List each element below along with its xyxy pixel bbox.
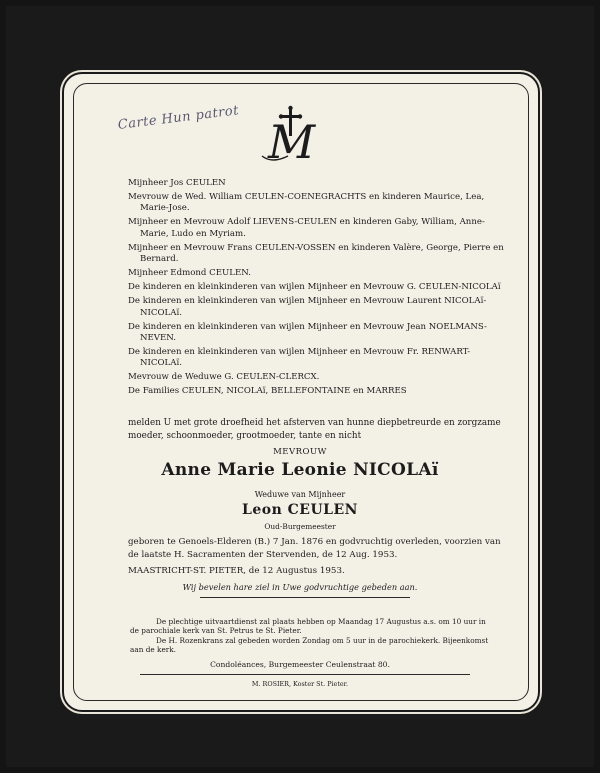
family-line: De kinderen en kleinkinderen van wijlen Mijnheer en Mevrouw G. CEULEN-NICOLAï [128, 282, 501, 293]
handwritten-note: Carte Hun patrot [117, 103, 240, 133]
family-line: Mijnheer en Mevrouw Adolf LIEVENS-CEULEN en kinderen Gaby, William, Anne-Marie, Ludo en Myriam. [128, 217, 485, 239]
family-line: Mijnheer en Mevrouw Frans CEULEN-VOSSEN en kinderen Valère, George, Pierre en Bernard. [128, 242, 504, 265]
funeral-details [130, 617, 490, 655]
divider [140, 674, 470, 675]
funeral-service-text: De plechtige uitvaartdienst zal plaats hebben op Maandag 17 Augustus a.s. om 10 uur in de parochiale kerk van St. Petrus te St. Pieter. [130, 617, 486, 636]
divider [200, 597, 410, 598]
condolences-address: Condoléances, Burgemeester Ceulenstraat 80. [210, 660, 390, 669]
husband-name: Leon CEULEN [242, 502, 358, 518]
rosary-text: De H. Rozenkrans zal gebeden worden Zondag om 5 uur in de parochiekerk. Bijeenkomst aan de kerk. [130, 635, 489, 655]
family-line: Mijnheer Jos CEULEN [128, 178, 226, 188]
cross-monogram-icon [258, 104, 348, 166]
family-line: De Families CEULEN, NICOLAï, BELLEFONTAINE en MARRES [128, 386, 407, 397]
family-line: Mevrouw de Weduwe G. CEULEN-CLERCX. [128, 372, 320, 383]
printer-credit: M. ROSIER, Koster St. Pieter. [251, 680, 349, 688]
family-line: Mijnheer Edmond CEULEN. [128, 268, 251, 279]
family-list [128, 178, 508, 400]
family-line: De kinderen en kleinkinderen van wijlen Mijnheer en Mevrouw Fr. RENWART-NICOLAï. [128, 347, 471, 369]
family-line: Mevrouw de Wed. William CEULEN-COENEGRACHTS en kinderen Maurice, Lea, Marie-Jose. [128, 192, 485, 214]
deceased-name: Anne Marie Leonie NICOLAï [161, 460, 439, 480]
husband-title: Oud-Burgemeester [264, 522, 336, 531]
monogram-letter: M [268, 115, 316, 166]
salutation: MEVROUW [273, 447, 327, 457]
announcement-text: melden U met grote droefheid het afsterven van hunne diepbetreurde en zorgzame moeder, schoonmoeder, grootmoeder, tante en nicht [128, 418, 501, 441]
place-date: MAASTRICHT-ST. PIETER, de 12 Augustus 1953. [128, 566, 345, 576]
family-line: De kinderen en kleinkinderen van wijlen Mijnheer en Mevrouw Laurent NICOLAï-NICOLAï. [128, 296, 487, 318]
widow-of-label: Weduwe van Mijnheer [254, 490, 346, 499]
prayer-line: Wij bevelen hare ziel in Uwe godvruchtige gebeden aan. [182, 582, 418, 592]
birth-death-text: geboren te Genoels-Elderen (B.) 7 Jan. 1876 en godvruchtig overleden, voorzien van de laatste H. Sacramenten der Stervenden, de 12 Aug. 1953. [128, 537, 501, 560]
family-line: De kinderen en kleinkinderen van wijlen Mijnheer en Mevrouw Jean NOELMANS-NEVEN. [128, 321, 487, 344]
